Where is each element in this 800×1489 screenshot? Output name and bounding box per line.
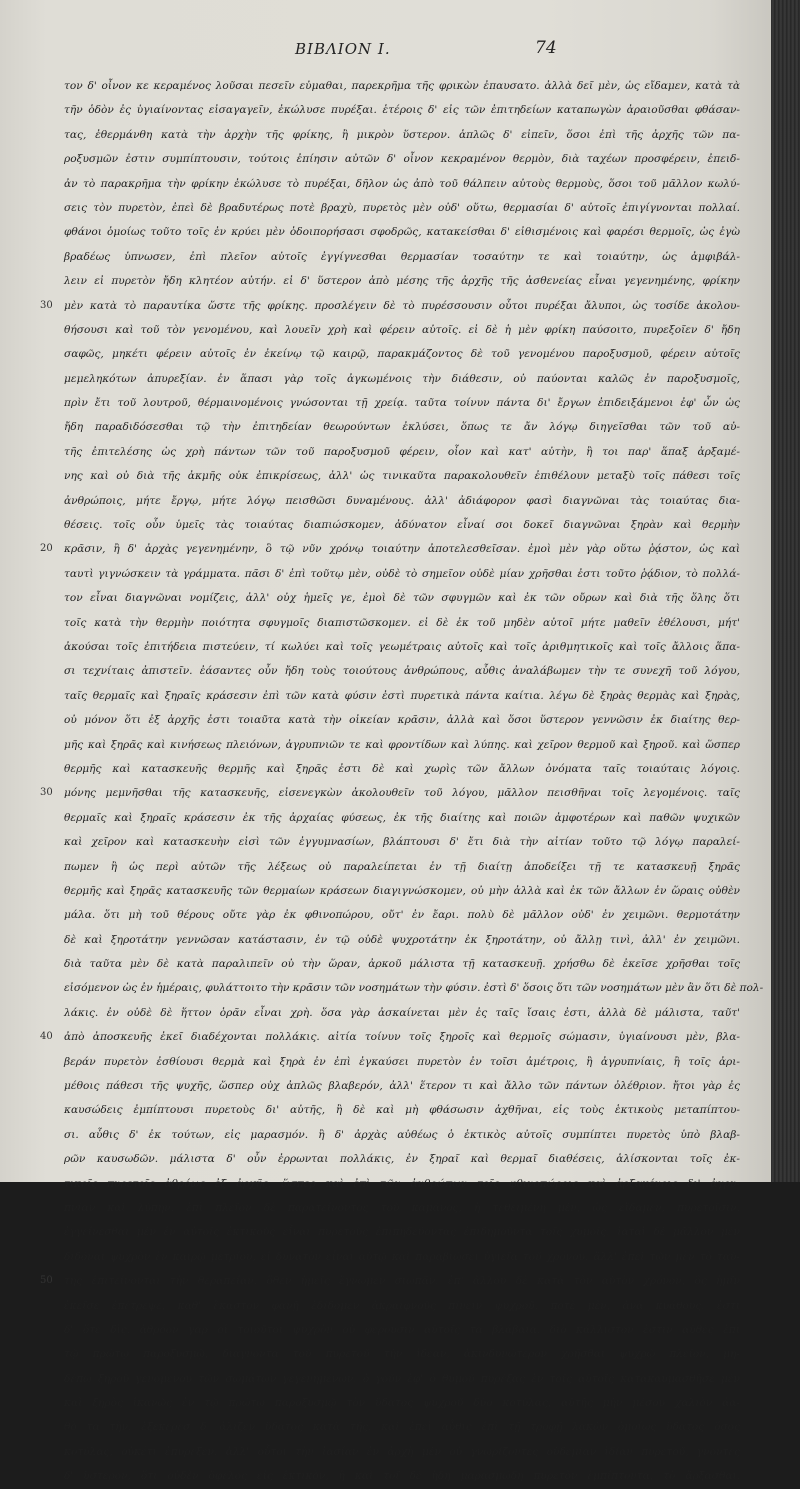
line-text: τον εἶναι διαγνῶναι νομίζεις, ἀλλ' οὐχ ἡμεῖς γε, ἐμοὶ δὲ τῶν σφυγμῶν καὶ ἐκ τῶν οὔρων καὶ διὰ τῆς ὅλης ὅτι bbox=[64, 592, 740, 605]
line-text: κοτύλας, οὐκέτι ἐπυρεξεν. ἀλλ' οὗτοι τὴν ἰασίαν ἐν ἀρχὴ μὲν οὐ γνωρίζοντες οὐδεμίαν ἰδίαν πυρετοῦ, γνόντες bbox=[64, 1445, 740, 1458]
line-text: διὰ ταῦτα μὲν δὲ κατὰ παραλιπεῖν οὐ τὴν ὥραν, ἀρκοῦ μάλιστα τῇ κατασκευῇ. χρήσθω δὲ ἐκεῖσε χρῆσθαι τοῖς bbox=[64, 958, 740, 971]
line-number: 20 bbox=[40, 543, 53, 555]
line-number: 30 bbox=[40, 299, 53, 311]
text-line bbox=[40, 440, 740, 464]
text-line bbox=[40, 855, 740, 879]
text-line bbox=[40, 1172, 740, 1196]
line-text: ταυτὶ γιγνώσκειν τὰ γράμματα. πᾶσι δ' ἐπὶ τοῦτῳ μὲν, οὐδὲ τὸ σημεῖον οὐδὲ μίαν χρῆσθαι ἐστι τοῦτο ῥᾴδιον, τὸ πολλά- bbox=[64, 567, 740, 580]
text-line bbox=[40, 1050, 740, 1074]
line-text: καὶ χεῖρον καὶ κατασκευὴν εἰσὶ τῶν ἐγγυμνασίων, βλάπτουσι δ' ἔτι διὰ τὴν αἰτίαν τοῦτο τῷ λόγῳ παραλεί- bbox=[64, 836, 740, 849]
text-line bbox=[40, 757, 740, 781]
text-line bbox=[40, 513, 740, 537]
text-line bbox=[40, 611, 740, 635]
text-line bbox=[40, 928, 740, 952]
text-line bbox=[40, 1220, 740, 1244]
text-line bbox=[40, 172, 740, 196]
text-line bbox=[40, 464, 740, 488]
line-text: δέπω ξηροῦ γενομένου τῶν σωμάτων γεγενημένων. ὁ γοῦν ἐφ' ὁ θυμοῦ πυρέξας ἐν τοῖς αὐτοῖς κατακαυμασθῆσε μὲν bbox=[64, 1372, 740, 1385]
line-text: της ἐπιτείνονται τὴν θεραπείαν. ὅθεν ἡμεῖς ἔγνωμεν σιωπᾶν. ἐπ' ἄλλου δὲ κατὰ τὸν αὐτὸν χρόνον, ὃς ἡμῖν bbox=[64, 1275, 740, 1288]
line-text: πνίαν καὶ λύπην. ἐπὶ πλεῖον δὲ παρατείνοντος τοῦ καμάνος, ἡ τεθειμένη μὲν, ὡς εἴδαμεν, πυρετοῖσιν. bbox=[64, 1201, 740, 1214]
text-line bbox=[40, 269, 740, 293]
line-text: ἀπὸ ἀποσκευῆς ἐκεῖ διαδέχονται πολλάκις. αἰτία τοίνυν τοῖς ξηροῖς καὶ θερμοῖς σώμασιν, ὑγιαίνουσι μὲν, βλα- bbox=[64, 1031, 740, 1044]
line-text: πωμεν ἢ ὡς περὶ αὐτῶν τῆς λέξεως οὐ παραλείπεται ἐν τῇ διαίτῃ ἀποδείξει τῇ τε κατασκευῇ ξηρᾶς bbox=[64, 860, 740, 873]
line-text: ταῖς θερμαῖς καὶ ξηραῖς κράσεσιν ἐπὶ τῶν κατὰ φύσιν ἐστὶ πυρετικὰ πάντα καίτια. λέγω δὲ ξηρὰς θερμὰς καὶ ξηρὰς, bbox=[64, 689, 740, 702]
line-text: δ' ὕστερον, ὅτι οὐδὲν ὄφελος εἰς ἑκτικὸν, ἢ καὶ τοῖ δὲ ἤδη μαρασμώδη πυρετὸν ἐμπίπτοντα, τὸ ἄρξασθαι. bbox=[64, 1470, 740, 1483]
line-text: μὲν κατὰ τὸ παραυτίκα ὥστε τῆς φρίκης. προσλέγειν δὲ τὸ πυρέσσουσιν οὗτοι πυρέξαι ἄλυποι, ὡς τοσίδε ἀκολου- bbox=[64, 299, 740, 312]
text-line bbox=[40, 489, 740, 513]
line-text: θερμαῖς καὶ ξηραῖς κράσεσιν ἐκ τῆς ἀρχαίας φύσεως, ἐκ τῆς διαίτης καὶ ποιῶν ἀμφοτέρων καὶ παθῶν ψυχικῶν bbox=[64, 811, 740, 824]
text-line bbox=[40, 123, 740, 147]
line-text: εἰσόμενον ὡς ἐν ἡμέραις, φυλάττοιτο τὴν κρᾶσιν τῶν νοσημάτων τὴν φύσιν. ἐστὶ δ' ὅσοις ὅτι τῶν νοσημάτων μὲν ἂν ὅτι δὲ πολ- bbox=[64, 982, 764, 995]
line-text: φθάνοι ὁμοίως τοῦτο τοῖς ἐν κρύει μὲν ὁδοιπορήσασι σφοδρῶς, κατακείσθαι δ' εἰθισμένοις καὶ φαρέσι θερμοῖς, ὡς ἐγὼ bbox=[64, 226, 740, 239]
text-line bbox=[40, 1464, 740, 1488]
text-line bbox=[40, 635, 740, 659]
text-line bbox=[40, 903, 740, 927]
line-number: 50 bbox=[40, 1275, 53, 1287]
text-line bbox=[40, 806, 740, 830]
text-line bbox=[40, 245, 740, 269]
text-line bbox=[40, 391, 740, 415]
line-text: σι. αὖθις δ' ἐκ τούτων, εἰς μαρασμόν. ἢ δ' ἀρχὰς αὐθέως ὁ ἑκτικὸς αὐτοῖς συμπίπτει πυρετὸς ὑπὸ βλαβ- bbox=[64, 1128, 740, 1141]
line-number: 40 bbox=[40, 1031, 53, 1043]
text-line bbox=[40, 220, 740, 244]
text-line bbox=[40, 294, 740, 318]
greek-text-block bbox=[40, 74, 764, 1489]
line-text: βραδέως ὑπνωσεν, ἐπὶ πλεῖον αὐτοῖς ἐγγίγνεσθαι θερμασίαν τοσαύτην τε καὶ τοιαύτην, ὡς ἀμφιβάλ- bbox=[64, 250, 740, 263]
line-text: πρὶν ἔτι τοῦ λουτροῦ, θέρμαινομένοις γνώσονται τῇ χρείᾳ. ταῦτα τοίνυν πάντα δι' ἔργων ἐπιδειξάμενοι ἐφ' ὧν ὡς bbox=[64, 397, 740, 410]
line-text: θήσουσι καὶ τοῦ τὸν γενομένου, καὶ λουεῖν χρὴ καὶ φέρειν αὐτοῖς. εἰ δὲ ἡ μὲν φρίκη παύσοιτο, πυρεξοῖεν δ' ἤδη bbox=[64, 323, 740, 336]
line-text: οὐ μόνον ὅτι ἐξ ἀρχῆς ἐστι τοιαῦτα κατὰ τὴν οἰκείαν κρᾶσιν, ἀλλὰ καὶ ὅσοι ὕστερον γεννῶσιν ἐκ διαίτης θερ- bbox=[64, 714, 740, 727]
line-number: 30 bbox=[40, 787, 53, 799]
text-line bbox=[40, 1196, 740, 1220]
text-line bbox=[40, 367, 740, 391]
line-text: λάκις. ἐν οὐδὲ δὲ ἥττον ὁρᾶν εἶναι χρὴ. ὅσα γὰρ ἀσκαίνεται μὲν ἐς ταῖς ἴσαις ἐστι, ἀλλὰ δὲ μάλιστα, ταῦτ' bbox=[64, 1006, 740, 1019]
line-text: σι τεχνίταις ἀπιστεῖν. ἐάσαντες οὖν ἤδη τοὺς τοιούτους ἀνθρώπους, αὖθις ἀναλάβωμεν τὴν τε συνεχῆ τοῦ λόγου, bbox=[64, 665, 740, 678]
text-line bbox=[40, 586, 740, 610]
text-line bbox=[40, 98, 740, 122]
line-text: μεμεληκότων ἀπυρεξίαν. ἐν ἅπασι γὰρ τοῖς ἀγκωμένοις τὴν διάθεσιν, οὐ παύονται καλῶς ἐν παροξυσμοῖς, bbox=[64, 372, 740, 385]
text-line bbox=[40, 74, 740, 98]
line-text: ἀκούσαι τοῖς ἐπιτήδεια πιστεύειν, τί κωλύει καὶ τοῖς γεωμέτραις αὐτοῖς καὶ τοῖς ἀριθμητικοῖς καὶ τοῖς ἄλλοις ἅπα- bbox=[64, 640, 740, 653]
text-line bbox=[40, 1440, 740, 1464]
line-text: μόνης μεμνῆσθαι τῆς κατασκευῆς, εἰσενεγκὼν ἀκολουθεῖν τοῦ λόγου, μᾶλλον πεισθῆναι τοῖς λεγομένοις. ταῖς bbox=[64, 787, 740, 800]
line-text: δ' ὅτε δὶς. ἀθρόον γὰρ οἱ τοιοῦτοι ψυχρὸν οὐ φέρουσιν αὐτοῖς τὰ βλάβαια. διὸ κάλλιστον ἐστιν αὐθὲς ἐπὶ bbox=[64, 1323, 740, 1336]
line-text: θερμῆς καὶ κατασκευῆς θερμῆς καὶ ξηρᾶς ἐστι δὲ καὶ χωρὶς τῶν ἄλλων ὀνόματα ταῖς τοιαύταις λόγοις. bbox=[64, 762, 740, 775]
text-line bbox=[40, 733, 740, 757]
line-text: ἀνθρώποις, μήτε ἔργῳ, μήτε λόγῳ πεισθῶσι δυναμένους. ἀλλ' ἀδιάφορον φασὶ διαγνῶναι τὰς τοιαύτας δια- bbox=[64, 494, 740, 507]
line-text: καυσώδεις ἐμπίπτουσι πυρετοὺς δι' αὐτῆς, ἢ δὲ καὶ μὴ φθάσωσιν ἀχθῆναι, εἰς τοὺς ἑκτικοὺς μεταπίπτου- bbox=[64, 1104, 740, 1117]
line-text: τας, ἐθερμάνθη κατὰ τὴν ἀρχὴν τῆς φρίκης, ἢ μικρὸν ὕστερον. ἁπλῶς δ' εἰπεῖν, ὅσοι ἐπὶ τῆς ἀρχῆς τῶν πα- bbox=[64, 128, 740, 141]
line-text: σαφῶς, μηκέτι φέρειν αὐτοῖς ἐν ἐκείνῳ τῷ καιρῷ, παρακμάζοντος δὲ τοῦ γενομένου παροξυσμοῦ, φέρειν αὐτοῖς bbox=[64, 348, 740, 361]
text-line bbox=[40, 1415, 740, 1439]
text-line bbox=[40, 1025, 740, 1049]
text-line bbox=[40, 976, 764, 1000]
text-line bbox=[40, 1269, 740, 1293]
line-text: τικοῖς πυρετοῖς ἀθρόως ἐξ ἀρχῆς. ὥσπερ καὶ ἐπὶ τῶν ἀνθρώπων τοῖς φθινοπώροις καὶ ἀρξαμένοις δι' ἀγρυ- bbox=[64, 1177, 740, 1190]
line-text: θερμῆς καὶ ξηρᾶς κατασκευῆς τῶν θερμαίων κράσεων διαγιγνώσκομεν, οὐ μὴν ἀλλὰ καὶ ἐκ τῶν ἄλλων ἐν ὥραις οὐθὲν bbox=[64, 884, 740, 897]
text-line bbox=[40, 415, 740, 439]
line-text: θέσεις. τοῖς οὖν ὑμεῖς τὰς τοιαύτας διαπιώσκομεν, ἀδύνατον εἶναί σοι δοκεῖ διαγνῶναι ξηρὰν καὶ θερμὴν bbox=[64, 519, 740, 532]
line-text: ἤδη παραδιδόσεσθαι τῷ τὴν ἐπιτηδείαν θεωρούντων ἐκλύσει, ὅπως τε ἄν λόγῳ διηγεῖσθαι τῶν τοῦ αὐ- bbox=[64, 421, 740, 434]
line-text: σεις τὸν πυρετὸν, ἐπεὶ δὲ βραδυτέρως ποτὲ βραχὺ, πυρετὸς μὲν οὐδ' οὕτω, θερμασίαι δ' αὐτοῖς ἐπιγίγνονται πολλαί. bbox=[64, 201, 740, 214]
line-text: ἐκεῖσε ἐπέτρεψε, καθ' ἕκαστον φανῇ ἐδίδομεν ἀκραιφνοῦς πίνειν ψυχροῦ. ποτὲ μὲν, ἀνὰ κυάθους. ἐστι bbox=[64, 1299, 740, 1312]
text-line bbox=[40, 342, 740, 366]
line-text: νης καὶ οὐ διὰ τῆς ἀκμῆς οὐκ ἐπικρίσεως, ἀλλ' ὡς τινικαῦτα παρακολουθεῖν ἐπιθέλουν μεταξὺ τοῖς πάθεσι τοῖς bbox=[64, 470, 740, 483]
text-line bbox=[40, 952, 740, 976]
book-page-edges bbox=[771, 0, 800, 1182]
text-line bbox=[40, 196, 740, 220]
line-text: ρῶν καυσωδῶν. μάλιστα δ' οὖν ἐρρωνται πολλάκις, ἐν ξηραῖ καὶ θερμαῖ διαθέσεις, ἁλίσκονται τοῖς ἐκ- bbox=[64, 1153, 740, 1166]
text-line bbox=[40, 1245, 740, 1269]
line-text: διδόναι ψυχρὸν ἐν καιρῷ μετρίου, εἰ δυνατὸν εἶναι αὐτῷ καὶ παραβιώσει ὑγιεῖα τοῦ χρόνου. ἄλλ' ἐπεὶ τῶν μὲν τὸ ταῦ- bbox=[64, 1250, 740, 1263]
line-text: κρᾶσιν, ἢ δ' ἀρχὰς γεγενημένην, ὃ τῷ νῦν χρόνῳ τοιαύτην ἀποτελεσθεῖσαν. ἐμοὶ μὲν γὰρ οὕτω ῥᾴστον, ὡς καὶ bbox=[64, 543, 740, 556]
line-text: τῆν ὁδὸν ἐς ὑγιαίνοντας εἰσαγαγεῖν, ἐκώλυσε πυρέξαι. ἑτέροις δ' εἰς τῶν ἐπιτηδείων καταπωγὼν ἀραιοῦσθαι φθάσαν- bbox=[64, 104, 740, 117]
text-line bbox=[40, 1074, 740, 1098]
line-text: καὶ ξηρὸς ἱκανῶς ἐν τῷ πρώτῳ παροξυσμῷ τὸν ὕδατος ψυχροῦ δύο κοτύλας, αὐτῆς μὴν μέσου χαλιὸν ἀα- bbox=[64, 1397, 740, 1410]
text-line bbox=[40, 147, 740, 171]
text-line bbox=[40, 659, 740, 683]
line-text: βεράν πυρετὸν ἐσθίουσι θερμὰ καὶ ξηρὰ ἐν ἐπὶ ἐγκαύσει πυρετὸν ἐν τοῖσι ἀμέτροις, ἢ ἀγρυπνίαις, ἢ τοῖς ἀρι- bbox=[64, 1055, 740, 1068]
text-line bbox=[40, 879, 740, 903]
line-text: μέθοις πάθεσι τῆς ψυχῆς, ὥσπερ οὐχ ἀπλῶς βλαβερόν, ἀλλ' ἕτερον τι καὶ ἄλλο τῶν πάντων ὀλέθριον. ἤτοι γὰρ ἐς bbox=[64, 1080, 740, 1093]
text-line bbox=[40, 1001, 740, 1025]
line-text: μῆς καὶ ξηρᾶς καὶ κινήσεως πλειόνων, ἀγρυπνιῶν τε καὶ φροντίδων καὶ λύπης. καὶ χεῖρον θερμοῦ καὶ ξηροῦ. καὶ ὥσπερ bbox=[64, 738, 740, 751]
text-line bbox=[40, 1098, 740, 1122]
line-text: ἐγγείνεσθαι μὲν ἐν αὐτοῖς ἑκτικοὺς εἶναι πυρετοὺς ἐπιπηδεύοντας ἐπιδημοῦντα τοῖς χυμοῖς. ἰαταὶ δὲ μᾶλλον μὲν bbox=[64, 1226, 740, 1239]
line-text: τον δ' οἶνον κε κεραμένος λοῦσαι πεσεῖν εὐμαθαι, παρεκρῆμα τῆς φρικὼν ἐπαυσατο. ἀλλὰ δεῖ μὲν, ὡς εἴδαμεν, κατὰ τὰ bbox=[64, 80, 740, 92]
text-line bbox=[40, 1318, 740, 1342]
text-line bbox=[40, 1367, 740, 1391]
text-line bbox=[40, 830, 740, 854]
text-line bbox=[40, 781, 740, 805]
text-line bbox=[40, 318, 740, 342]
line-text: δὲ καὶ ξηροτάτην γεννῶσαν κατάστασιν, ἐν τῷ οὐδὲ ψυχροτάτην ἐκ ξηροτάτην, οὐ ἄλλῃ τινὶ, ἀλλ' ἐν χειμῶνι. bbox=[64, 933, 740, 946]
running-head bbox=[0, 40, 771, 64]
line-text: τῆς ἐπιτελέσης ὡς χρὴ πάντων τῶν τοῦ παροξυσμοῦ φέρειν, οἷον καὶ κατ' αὐτὴν, ἢ τοι παρ' ἅπαξ ἀρξαμέ- bbox=[64, 445, 740, 458]
text-line bbox=[40, 1147, 740, 1171]
line-text: ἀν τὸ παρακρῆμα τὴν φρίκην ἐκώλυσε τὸ πυρέξαι, δῆλον ὡς ἀπὸ τοῦ θάλπειν αὐτοὺς θερμοὺς, ὅσοι τοῦ μᾶλλον κωλύ- bbox=[64, 177, 740, 190]
line-text: λειν εἰ πυρετὸν ἤδη κλητέον αὐτήν. εἰ δ' ὕστερον ἀπὸ μέσης τῆς ἀρχῆς τῆς ἀσθενείας εἶναι γεγενημένης, φρίκην bbox=[64, 275, 740, 288]
text-line bbox=[40, 562, 740, 586]
line-text: τοῖς κατὰ τὴν θερμὴν ποιότητα σφυγμοῖς διαπιστῶσκομεν. εἰ δὲ ἐκ τοῦ μηδὲν αὐτοῖ μήτε μαθεῖν ἐθέλουσι, μήτ' bbox=[64, 616, 740, 629]
text-line bbox=[40, 1342, 740, 1366]
text-line bbox=[40, 1391, 740, 1415]
line-text: τῷ πρώτῳ παροξυσμῷ, διαγνόντα τοῦ πυρετοῦ τὴν ἰδέαν, ἀκινδυνώτερον χρῆσθαι ψυχρῷ πλεῖον, μη- bbox=[64, 1348, 740, 1361]
text-line bbox=[40, 1123, 740, 1147]
text-line bbox=[40, 1294, 740, 1318]
line-text: ροξυσμῶν ἐστιν συμπίπτουσιν, τούτοις ἐπίησιν αὐτῶν δ' οἶνον κεκραμένον θερμὸν, διὰ ταχέων προσφέρειν, ἐπειδ- bbox=[64, 153, 740, 166]
text-line bbox=[40, 708, 740, 732]
text-line bbox=[40, 684, 740, 708]
line-text: μάλα. ὅτι μὴ τοῦ θέρους οὔτε γὰρ ἐκ φθινοπώρου, οὔτ' ἐν ἔαρι. πολὺ δὲ μᾶλλον οὐδ' ἐν χειμῶνι. θερμοτάτην bbox=[64, 909, 740, 922]
page-number: 74 bbox=[535, 38, 557, 58]
line-text: θὸ τὰ τὴν. ἐξεκερεσ δ' ἀλιζεν ὕδατος κατὰ τῆς. καὶ ἐπεὶ αὖθις ἐπὶ τῇ τροφῇ λακὼν ὁμοίως ὕδατος ὅσος bbox=[64, 1421, 740, 1434]
running-head-title: ΒΙΒΛΙΟΝ Ι. bbox=[295, 40, 391, 58]
text-line bbox=[40, 537, 740, 561]
